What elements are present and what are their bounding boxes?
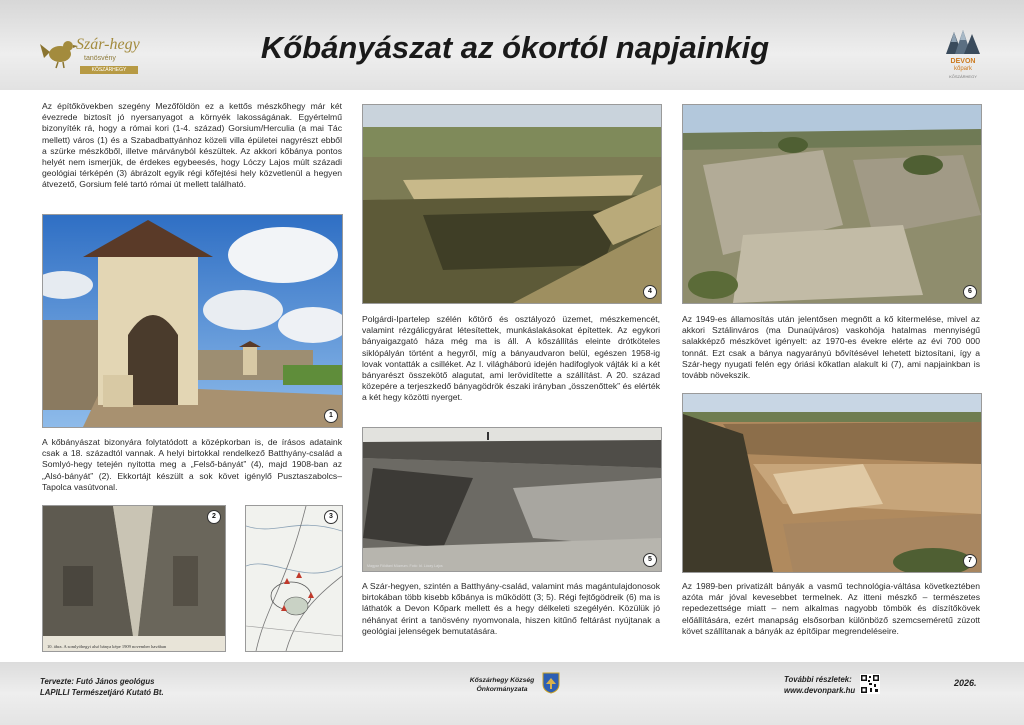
designer-label: Tervezte: Futó János geológus <box>40 677 155 686</box>
qr-code-icon[interactable] <box>860 674 880 694</box>
bird-icon <box>40 30 78 70</box>
logo-ribbon: KŐSZÁRHEGY <box>80 66 138 74</box>
designer-org: LAPILLI Természetjáró Kutató Bt. <box>40 688 164 697</box>
medieval-paragraph: A kőbányászat bizonyára folytatódott a középkorban is, de írásos adataink csak a 18. századtól vannak. A helyi birtokkal rendelkező Batthyány-család a Somlyó-hegy tetején nyitotta meg a „Felső-bányát” (4), majd 1908-ban az „Alsó-bányát” (2). Ekkortájt készült a sok követ igénylő Pusztaszabolcs–Tapolca vasútvonal. <box>42 437 342 492</box>
municipality-line-1: Kőszárhegy Község <box>469 677 535 684</box>
historic-mine-image <box>43 506 225 651</box>
photo-old-pits <box>682 104 982 304</box>
photo-historic-quarry <box>362 427 662 572</box>
szar-hegy-logo <box>40 28 140 76</box>
modern-paragraph: Az 1989-ben privatizált bányák a vasmű technológia-váltása következtében azóta már jóval kevesebbet termelnek. Az itteni mészkő – természetes repedezettsége miatt – nem alkalmas nagyobb tömbök és díszítőkövek előállítására, ezért manapság elsősorban különböző szemcseméretű zúzott követ szállítanak a bányák az építőipar megrendeléseire. <box>682 581 980 636</box>
photo-giant-pit <box>682 393 982 573</box>
more-label: További részletek: <box>784 675 852 684</box>
footer-band <box>0 662 1024 725</box>
municipality-line-2: Önkormányzata <box>476 686 528 693</box>
more-info <box>784 674 855 696</box>
photo-caption: 10. ábra. A somlyóhegyi alsó bánya képe 1909 november havában <box>47 644 167 649</box>
photo-number-badge: 3 <box>324 510 338 524</box>
website-link[interactable]: www.devonpark.hu <box>784 686 856 695</box>
logo-village-text: KŐSZÁRHEGY <box>949 74 977 79</box>
devon-kopark-logo <box>940 28 986 84</box>
photo-roman-gate <box>42 214 343 428</box>
photo-number-badge: 5 <box>643 553 657 567</box>
old-pits-image <box>683 105 981 303</box>
photo-caption: Magyar Földtani Múzeum. Fotó: Id. Lóczy Lajos <box>367 564 443 568</box>
logo-kopark-text: kőpark <box>953 66 972 72</box>
logo-subtitle: tanösvény <box>84 55 116 62</box>
logo-devon-text: DEVON <box>950 58 976 65</box>
giant-pit-image <box>683 394 981 572</box>
photo-lower-mine-1909 <box>42 505 226 652</box>
photo-number-badge: 2 <box>207 510 221 524</box>
page-title: Kőbányászat az ókortól napjainkig <box>260 30 770 65</box>
credits <box>40 676 164 698</box>
photo-number-badge: 7 <box>963 554 977 568</box>
logo-name: Szár-hegy <box>76 36 140 53</box>
photo-number-badge: 1 <box>324 409 338 423</box>
state-paragraph: Az 1949-es államosítás után jelentősen megnőtt a kő kitermelése, mivel az akkori Sztálinváros (ma Dunaújváros) vaskohója hatalmas mennyiségű salakképző mészkövet igényelt: az 1970-es évekre elérte az évi 700 000 tonnát. Ezt csak a bánya nagyarányú bővítésével lehetett biztosítani, így a Szár-hegy nyugati felén egy óriási kőkatlan alakult ki (7), ami napjainkban is tovább növekszik. <box>682 314 980 381</box>
coat-of-arms-icon <box>542 672 560 694</box>
roman-gate-image <box>43 215 342 427</box>
header-band <box>0 0 1024 90</box>
mountain-icon <box>946 28 980 54</box>
municipality <box>462 676 542 694</box>
historic-quarry-image <box>363 428 661 571</box>
photo-upper-quarry <box>362 104 662 304</box>
geological-map-image <box>246 506 342 651</box>
photo-geological-map <box>245 505 343 652</box>
quarry-landscape-image <box>363 105 661 303</box>
intro-paragraph: Az építőkövekben szegény Mezőföldön ez a kettős mészkőhegy már két évezrede biztosít jó nyersanyagot a környék lakosságának. Egyértelmű bizonyíték rá, hogy a római kori (1-4. század) Gorsium/Herculia (a mai Tác mellett) város (1) és a Szabadbattyánhoz közeli villa épületei nagyrészt ebből a szürke mészkőből, illetve márványból készültek. Az akkori kőbánya pontos helyét nem ismerjük, de érdekes egybeesés, hogy Lóczy Lajos múlt századi geológiai térképén (3) ábrázolt egyik régi kőfejtési hely közvetlenül a hegyen átvezető, Gorsium felé tartó római út mellett található. <box>42 101 342 190</box>
industrial-paragraph: Polgárdi-Ipartelep szélén kőtörő és osztályozó üzemet, mészkemencét, valamint rézgálicgyárat létesítettek, munkáslakásokat építettek. Az egykori bányaigazgató háza még ma is áll. A kőszállítás eleinte drótköteles siklópályán történt a hegyről, míg a bányaudvaron belül, egészen 1958-ig lovak vontatták a csilléket. Az I. világháború idején hadifoglyok vájták ki a két bányarészt összekötő alagutat, ami lerövidítette a szállítást. A 20. század közepére a terjeszkedő bányagödrök északi irányban „összenőttek” és elérték a két hegy közötti nyerget. <box>362 314 660 403</box>
year-label: 2026. <box>954 678 977 688</box>
szarhegy-paragraph: A Szár-hegyen, szintén a Batthyány-család, valamint más magántulajdonosok birtokában több kisebb kőbánya is működött (3; 5). Régi fejtőgödreik (6) ma is láthatók a Devon Kőpark mellett és a hegy délkeleti szegélyén. Közülük jó néhányat érint a tanösvény nyomvonala, hiszen kitűnő feltárást nyújtanak a geológiai jelenségek bemutatására. <box>362 581 660 636</box>
photo-number-badge: 4 <box>643 285 657 299</box>
photo-number-badge: 6 <box>963 285 977 299</box>
